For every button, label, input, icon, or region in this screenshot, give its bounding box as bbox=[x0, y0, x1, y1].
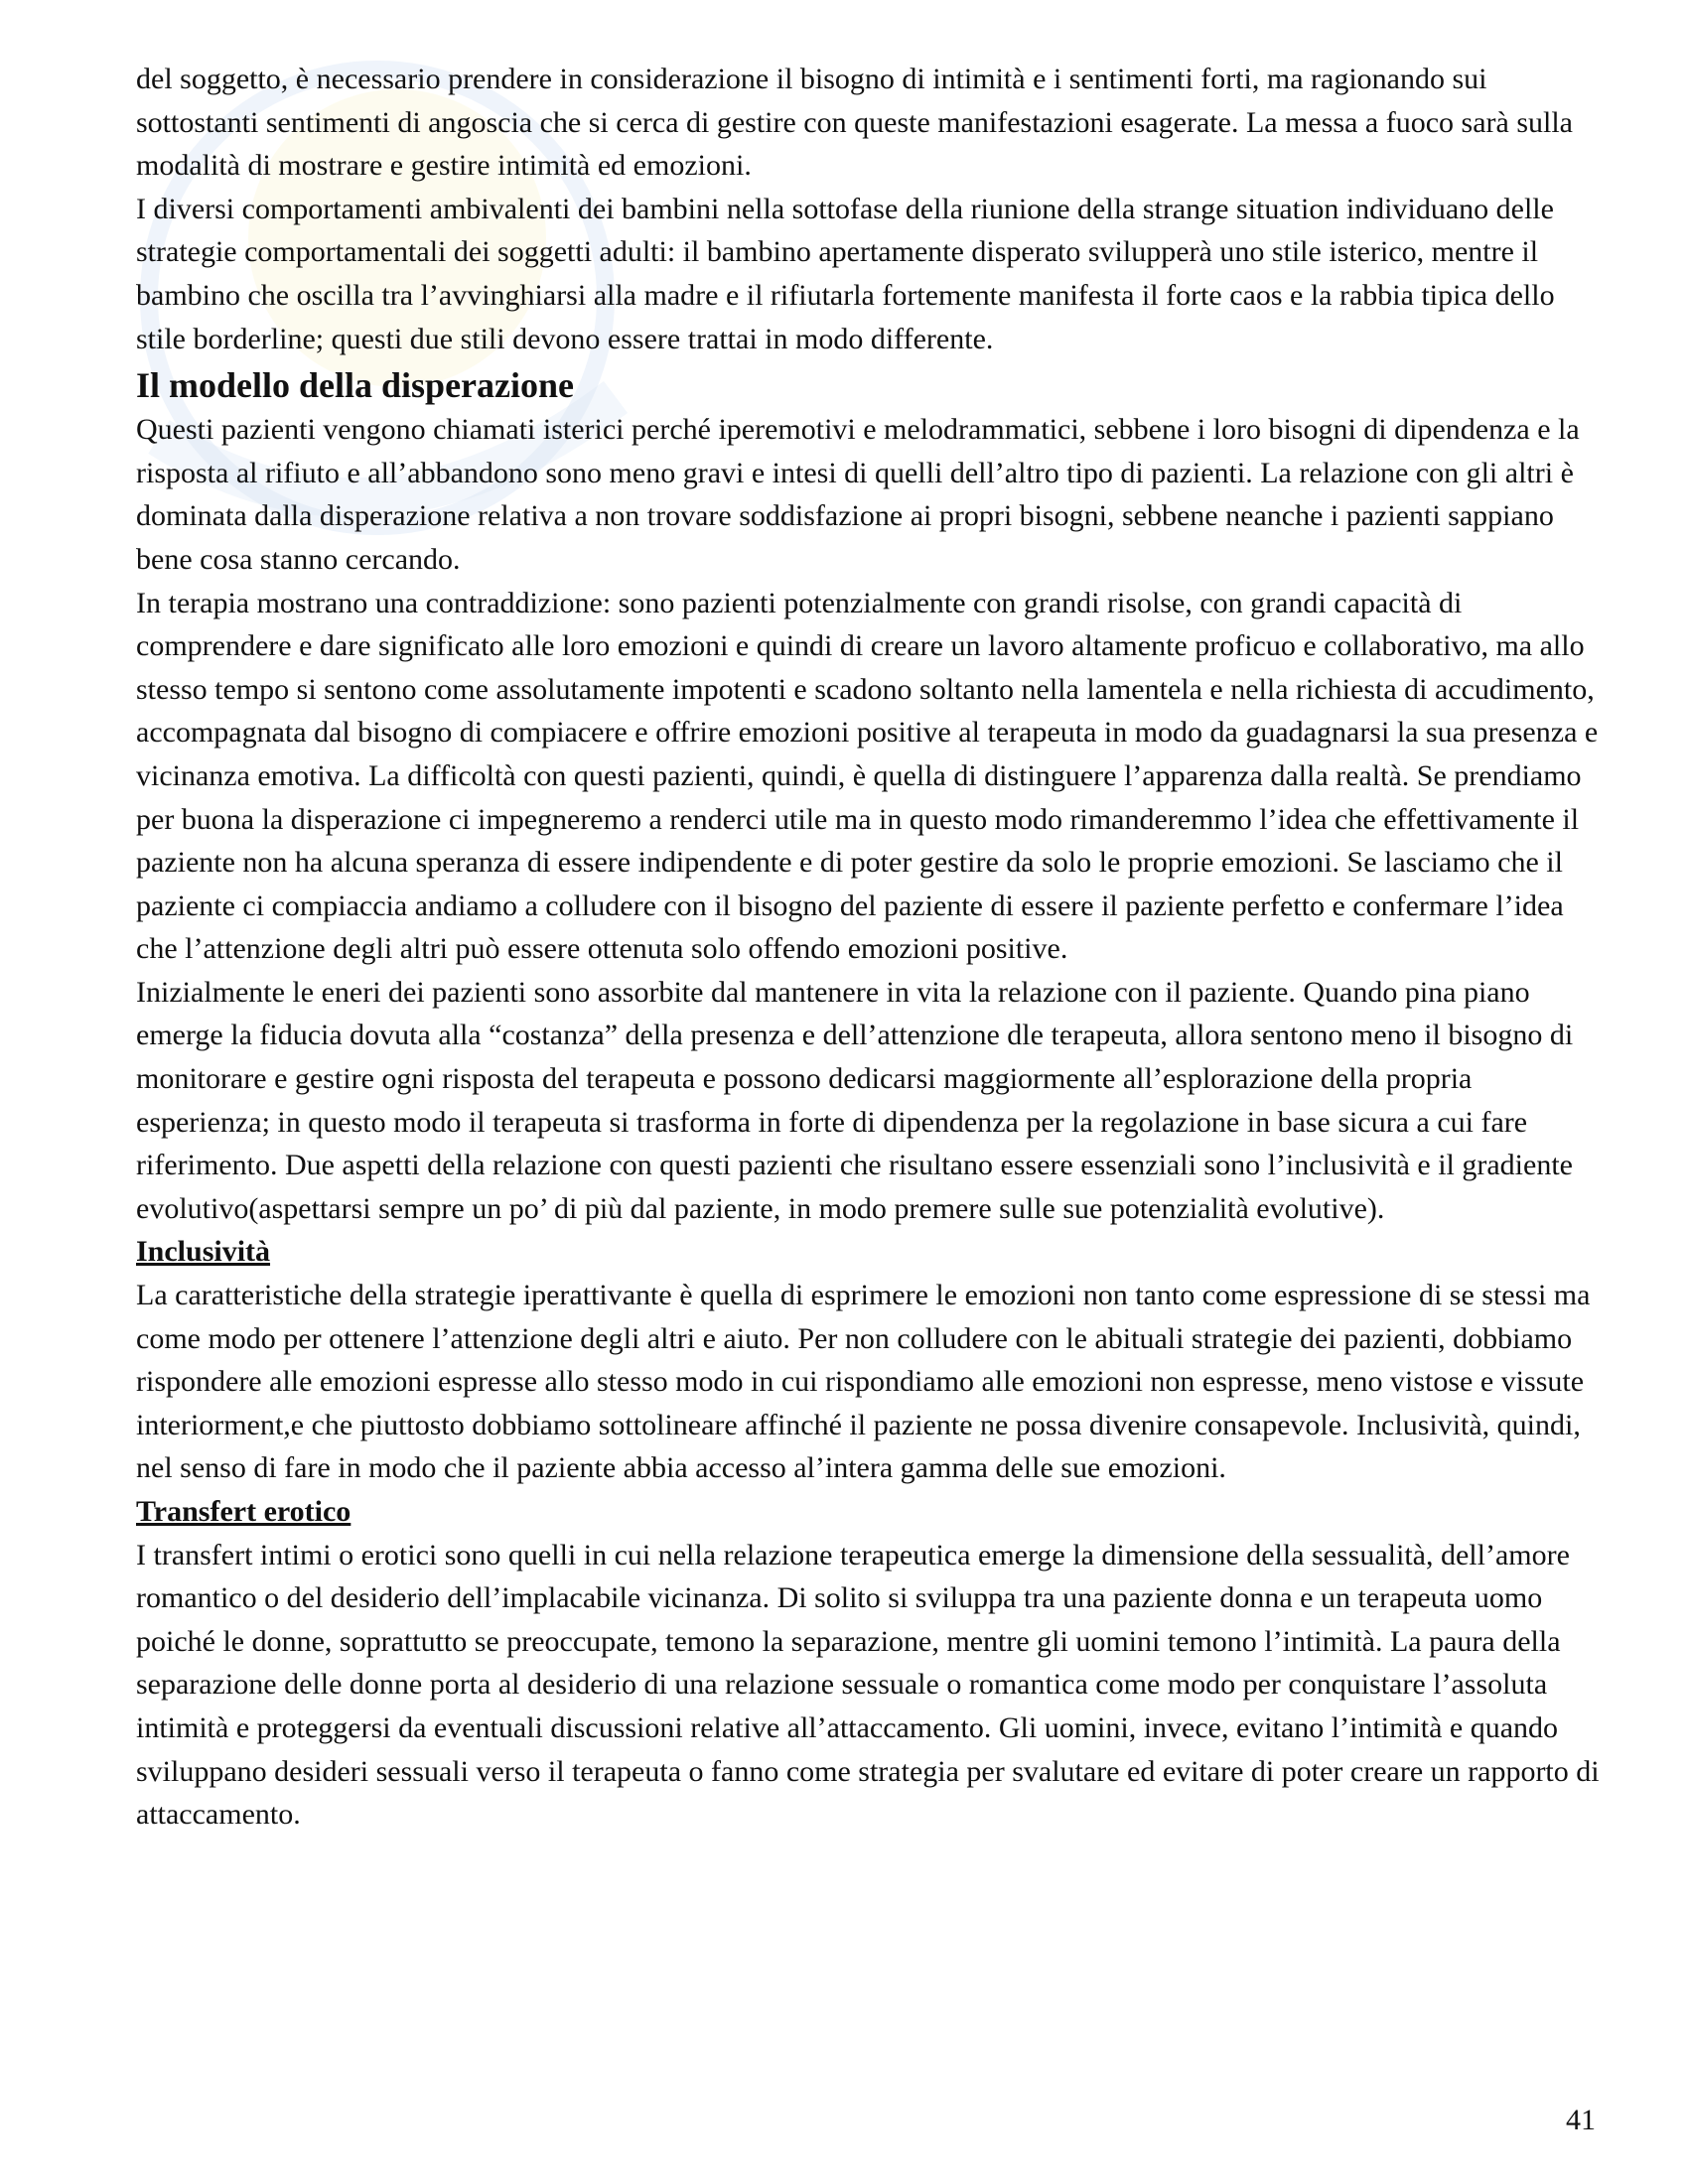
paragraph-ambivalent-behaviors: I diversi comportamenti ambivalenti dei bambini nella sottofase della riunione della strange situation individuano delle strategie comportamentali dei soggetti adulti: il bambino apertamente disperato svilupperà uno stile isterico, mentre il bambino che oscilla tra l’avvinghiarsi alla madre e il rifiutarla fortemente manifesta il forte caos e la rabbia tipica dello stile borderline; questi due stili devono essere trattai in modo differente. bbox=[136, 192, 1555, 355]
paragraph-therapy-contradiction: In terapia mostrano una contraddizione: sono pazienti potenzialmente con grandi risolse, con grandi capacità di comprendere e dare significato alle loro emozioni e quindi di creare un lavoro altamente proficuo e collaborativo, ma allo stesso tempo si sentono come assolutamente impotenti e scadono soltanto nella lamentela e nella richiesta di accudimento, accompagnata dal bisogno di compiacere e offrire emozioni positive al terapeuta in modo da guadagnarsi la sua presenza e vicinanza emotiva. La difficoltà con questi pazienti, quindi, è quella di distinguere l’apparenza dalla realtà. Se prendiamo per buona la disperazione ci impegneremo a renderci utile ma in questo modo rimanderemmo l’idea che effettivamente il paziente non ha alcuna speranza di essere indipendente e di poter gestire da solo le proprie emozioni. Se lasciamo che il paziente ci compiaccia andiamo a colludere con il bisogno del paziente di essere il paziente perfetto e confermare l’idea che l’attenzione degli altri può essere ottenuta solo offendo emozioni positive. bbox=[136, 586, 1599, 966]
paragraph-erotic-transference: I transfert intimi o erotici sono quelli in cui nella relazione terapeutica emerge la dimensione della sessualità, dell’amore romantico o del desiderio dell’implacabile vicinanza. Di solito si sviluppa tra una paziente donna e un terapeuta uomo poiché le donne, soprattutto se preoccupate, temono la separazione, mentre gli uomini temono l’intimità. La paura della separazione delle donne porta al desiderio di una relazione sessuale o romantica come modo per conquistare l’assoluta intimità e proteggersi da eventuali discussioni relative all’attaccamento. Gli uomini, invece, evitano l’intimità e quando sviluppano desideri sessuali verso il terapeuta o fanno come strategia per svalutare ed evitare di poter creare un rapporto di attaccamento. bbox=[136, 1538, 1600, 1832]
section-heading-despair-model: Il modello della disperazione bbox=[136, 365, 574, 406]
subheading-inclusivity: Inclusività bbox=[136, 1235, 271, 1269]
paragraph-intro-continuation: del soggetto, è necessario prendere in considerazione il bisogno di intimità e i sentimenti forti, ma ragionando sui sottostanti sentimenti di angoscia che si cerca di gestire con queste manifestazioni esagerate. La messa a fuoco sarà sulla modalità di mostrare e gestire intimità ed emozioni. bbox=[136, 63, 1573, 183]
page-number: 41 bbox=[1566, 2104, 1596, 2136]
document-page bbox=[136, 58, 1606, 1837]
subheading-erotic-transference: Transfert erotico bbox=[136, 1495, 352, 1528]
paragraph-relationship-evolution: Inizialmente le eneri dei pazienti sono assorbite dal mantenere in vita la relazione con il paziente. Quando pina piano emerge la fiducia dovuta alla “costanza” della presenza e dell’attenzione dle terapeuta, allora sentono meno il bisogno di monitorare e gestire ogni risposta del terapeuta e possono dedicarsi maggiormente all’esplorazione della propria esperienza; in questo modo il terapeuta si trasforma in forte di dipendenza per la regolazione in base sicura a cui fare riferimento. Due aspetti della relazione con questi pazienti che risultano essere essenziali sono l’inclusività e il gradiente evolutivo(aspettarsi sempre un po’ di più dal paziente, in modo premere sulle sue potenzialità evolutive). bbox=[136, 975, 1574, 1225]
paragraph-hysteric-patients: Questi pazienti vengono chiamati isterici perché iperemotivi e melodrammatici, sebbene i loro bisogni di dipendenza e la risposta al rifiuto e all’abbandono sono meno gravi e intesi di quelli dell’altro tipo di pazienti. La relazione con gli altri è dominata dalla disperazione relativa a non trovare soddisfazione ai propri bisogni, sebbene neanche i pazienti sappiano bene cosa stanno cercando. bbox=[136, 413, 1580, 576]
paragraph-inclusivity: La caratteristiche della strategie iperattivante è quella di esprimere le emozioni non tanto come espressione di se stessi ma come modo per ottenere l’attenzione degli altri e aiuto. Per non colludere con le abituali strategie dei pazienti, dobbiamo rispondere alle emozioni espresse allo stesso modo in cui rispondiamo alle emozioni non espresse, meno vistose e vissute interiorment,e che piuttosto dobbiamo sottolineare affinché il paziente ne possa divenire consapevole. Inclusività, quindi, nel senso di fare in modo che il paziente abbia accesso al’intera gamma delle sue emozioni. bbox=[136, 1279, 1591, 1485]
